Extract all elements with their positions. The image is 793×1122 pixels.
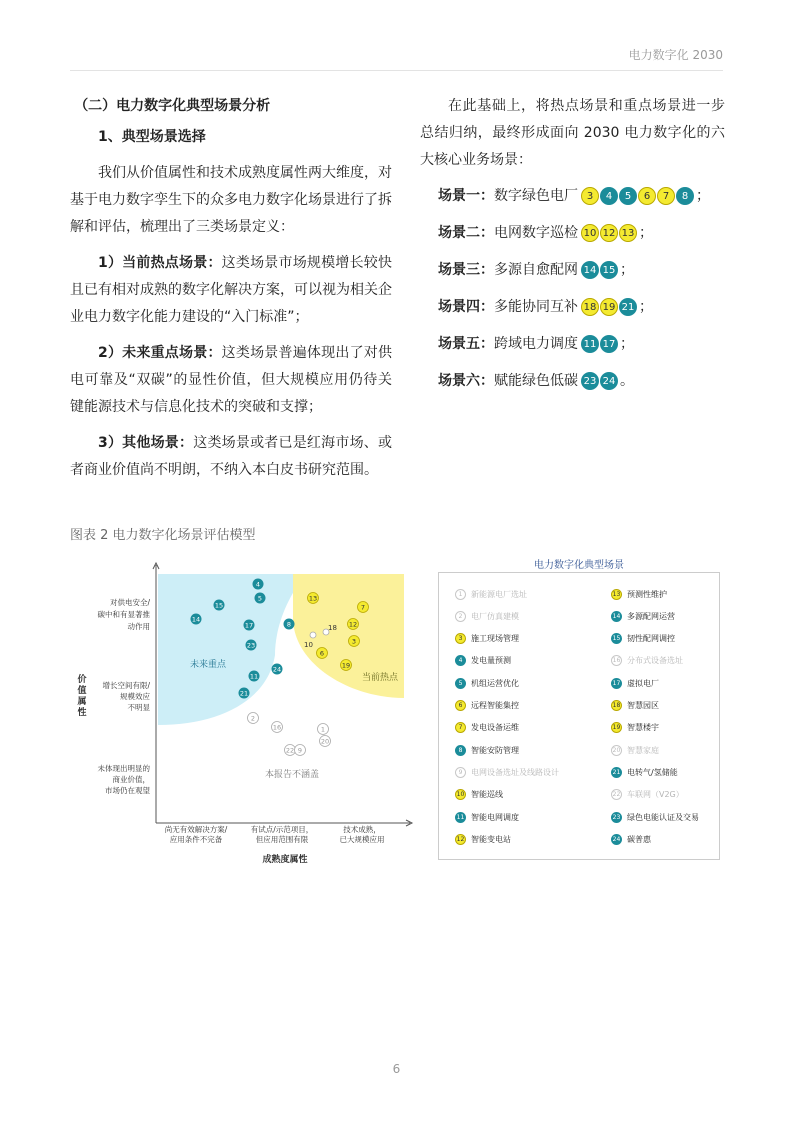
definition-other-label: 3）其他场景： [98, 435, 194, 451]
legend-item [455, 833, 511, 845]
zone-excluded-label: 本报告不涵盖 [264, 770, 320, 780]
y-tick-line: 商业价值， [112, 775, 150, 784]
scene-point-label: 15 [214, 601, 224, 610]
legend-dot: 3 [455, 633, 466, 644]
evaluation-chart [70, 560, 420, 880]
scene-point-label: 7 [360, 603, 366, 612]
legend-label: 绿色电能认证及交易 [627, 812, 699, 822]
definition-hot-text: 这类场景市场规模增长较快且已有相对成熟的数字化解决方案，可以视为相关企业电力数字化能力建设的“入门标准”； [70, 255, 392, 325]
scene-end: ； [639, 224, 653, 241]
legend-item [455, 610, 519, 622]
x-tick-line: 应用条件不完备 [169, 835, 223, 844]
left-column [70, 93, 392, 493]
scene-legend [438, 572, 720, 860]
scene-badge: 6 [638, 187, 656, 205]
scene-point-label: 6 [319, 649, 325, 658]
legend-dot: 6 [455, 700, 466, 711]
legend-dot: 14 [612, 612, 621, 620]
scene-badge: 23 [581, 372, 599, 390]
scene-point-label: 20 [320, 737, 330, 746]
zone-future-label: 未来重点 [189, 660, 227, 670]
scene-point [310, 632, 316, 638]
legend-dot: 22 [612, 791, 621, 799]
legend-dot: 8 [455, 745, 466, 756]
page-number: 6 [392, 1062, 401, 1076]
y-tick-line: 未体现出明显的 [97, 764, 150, 773]
scene-badge: 8 [676, 187, 694, 205]
legend-label: 智能变电站 [471, 834, 511, 844]
legend-dot: 9 [455, 767, 466, 778]
legend-item [455, 588, 527, 600]
legend-dot: 23 [612, 813, 621, 821]
scene-badge: 14 [581, 261, 599, 279]
scene-point-label: 22 [285, 746, 295, 755]
legend-item [455, 744, 519, 756]
scene-badge: 17 [600, 335, 618, 353]
y-tick-line: 市场仍在观望 [105, 786, 150, 795]
scene-item [438, 294, 725, 320]
summary-paragraph: 在此基础上，将热点场景和重点场景进一步总结归纳，最终形成面向 2030 电力数字化的六大核心业务场景： [420, 98, 725, 168]
y-tick-line: 增长空间有限/ [102, 681, 150, 690]
definition-future-text: 这类场景普遍体现出了对供电可靠及“双碳”的显性价值，但大规模应用仍待关键能源技术与信息化技术的突破和支撑； [70, 345, 392, 415]
scene-item [438, 368, 725, 394]
legend-label: 多源配网运营 [627, 611, 675, 621]
legend-dot: 21 [612, 768, 621, 776]
x-tick-line: 已大规模应用 [339, 835, 385, 844]
y-tick-label [98, 597, 151, 631]
legend-dot: 1 [455, 589, 466, 600]
scene-badge: 18 [581, 298, 599, 316]
scene-point-label: 13 [308, 594, 318, 603]
scene-badge: 11 [581, 335, 599, 353]
x-tick-label [340, 824, 385, 844]
legend-dot: 15 [612, 635, 621, 643]
legend-dot: 17 [612, 679, 621, 687]
scene-label: 场景二： [438, 224, 494, 241]
y-tick-line: 动作用 [127, 622, 150, 631]
scene-label: 场景五： [438, 335, 494, 352]
legend-item [455, 633, 519, 645]
scene-point-label: 3 [351, 637, 357, 646]
page-header [70, 44, 723, 71]
scene-badge: 15 [600, 261, 618, 279]
y-tick-line: 碳中和有显著推 [97, 610, 150, 619]
zone-future [158, 574, 306, 725]
legend-item [611, 677, 659, 689]
scene-point-label: 24 [272, 665, 282, 674]
scene-point-label: 10 [304, 641, 313, 649]
right-column [420, 93, 725, 405]
sub-title: 1、典型场景选择 [98, 129, 206, 145]
legend-item [455, 700, 519, 712]
scene-badge: 21 [619, 298, 637, 316]
legend-item [611, 789, 684, 801]
legend-item [611, 744, 659, 756]
legend-label: 电网设备选址及线路设计 [471, 767, 559, 777]
y-tick-label [102, 680, 150, 712]
legend-label: 预测性维护 [627, 589, 667, 599]
legend-dot: 13 [612, 590, 621, 598]
scene-end: ； [620, 261, 634, 278]
x-tick-line: 有试点/示范项目， [250, 825, 314, 834]
x-axis-title: 成熟度属性 [262, 855, 308, 865]
y-axis-title-char: 属 [77, 697, 87, 707]
legend-item [611, 655, 683, 667]
scene-badge: 5 [619, 187, 637, 205]
scene-label: 场景六： [438, 372, 494, 389]
scene-point-label: 5 [257, 594, 263, 603]
scene-point-label: 23 [246, 641, 256, 650]
y-axis-title-char: 价 [77, 675, 87, 685]
scene-name: 多源自愈配网 [494, 261, 578, 278]
scene-item [438, 183, 725, 209]
legend-dot: 10 [456, 791, 465, 799]
legend-dot: 2 [455, 611, 466, 622]
scene-label: 场景一： [438, 187, 494, 204]
scene-item [438, 331, 725, 357]
scene-point-label: 2 [250, 714, 256, 723]
legend-dot: 24 [612, 835, 621, 843]
scene-point-label: 8 [286, 620, 292, 629]
definition-future [70, 340, 392, 421]
legend-dot: 11 [456, 813, 465, 821]
x-tick-label [251, 824, 314, 844]
scene-name: 赋能绿色低碳 [494, 372, 578, 389]
y-axis-title-char: 值 [77, 686, 87, 696]
scene-point-label: 17 [244, 621, 254, 630]
definition-future-label: 2）未来重点场景： [98, 345, 222, 361]
scene-badge: 3 [581, 187, 599, 205]
zone-hot-label: 当前热点 [361, 673, 399, 683]
scene-point-label: 1 [320, 725, 326, 734]
legend-item [455, 722, 519, 734]
legend-dot: 12 [456, 835, 465, 843]
scene-end: 。 [620, 372, 634, 389]
legend-label: 碳普惠 [627, 834, 651, 844]
scene-badge: 4 [600, 187, 618, 205]
legend-label: 韧性配网调控 [627, 634, 675, 644]
scene-label: 场景四： [438, 298, 494, 315]
definition-other [70, 430, 392, 484]
legend-dot: 16 [612, 657, 621, 665]
scene-item [438, 257, 725, 283]
scene-point-label: 19 [341, 661, 351, 670]
legend-label: 智慧楼宇 [627, 723, 659, 733]
legend-item [455, 677, 519, 689]
legend-item [611, 722, 659, 734]
legend-label: 施工现场管理 [471, 634, 519, 644]
scene-point-label: 11 [249, 672, 259, 681]
y-tick-label [98, 763, 151, 795]
y-tick-line: 不明显 [127, 703, 150, 712]
scene-point-label: 21 [239, 689, 249, 698]
legend-label: 车联网（V2G） [627, 790, 684, 800]
legend-label: 智能安防管理 [471, 745, 519, 755]
scene-badge: 10 [581, 224, 599, 242]
legend-dot: 5 [455, 678, 466, 689]
legend-label: 智能巡线 [471, 790, 503, 800]
y-axis-title-char: 性 [77, 708, 87, 718]
definition-hot [70, 250, 392, 331]
scene-end: ； [639, 298, 653, 315]
legend-item [611, 766, 678, 778]
y-tick-line: 规模效应 [120, 692, 150, 701]
legend-item [611, 811, 699, 823]
scene-name: 电网数字巡检 [494, 224, 578, 241]
legend-label: 新能源电厂选址 [471, 589, 527, 599]
x-tick-line: 技术成熟， [343, 825, 381, 834]
legend-label: 虚拟电厂 [627, 678, 659, 688]
legend-dot: 18 [612, 702, 621, 709]
legend-label: 电厂仿真建模 [471, 611, 519, 621]
scene-list [420, 183, 725, 394]
scene-point-label: 14 [191, 615, 201, 624]
scene-badge: 19 [600, 298, 618, 316]
legend-item [611, 833, 651, 845]
legend-label: 智慧家庭 [627, 745, 659, 755]
legend-label: 智能电网调度 [471, 812, 519, 822]
section-title: （二）电力数字化典型场景分析 [74, 98, 271, 114]
scene-badge: 13 [619, 224, 637, 242]
legend-item [455, 766, 559, 778]
legend-item [455, 789, 503, 801]
scene-item [438, 220, 725, 246]
legend-label: 智慧园区 [627, 701, 659, 710]
legend-dot: 19 [612, 724, 621, 732]
scene-end: ； [620, 335, 634, 352]
legend-label: 分布式设备选址 [627, 656, 683, 666]
legend-item [455, 655, 511, 667]
legend-dot: 7 [455, 722, 466, 733]
definition-other-text: 这类场景或者已是红海市场、或者商业价值尚不明朗，不纳入本白皮书研究范围。 [70, 435, 392, 478]
legend-label: 发电设备运维 [471, 723, 519, 733]
x-tick-line: 尚无有效解决方案/ [164, 825, 228, 834]
legend-item [455, 811, 519, 823]
scene-badge: 24 [600, 372, 618, 390]
scene-point-label: 18 [328, 624, 337, 632]
scene-point-label: 12 [348, 620, 358, 629]
x-tick-line: 但应用范围有限 [255, 835, 309, 844]
scene-point-label: 16 [272, 723, 282, 732]
scene-badge: 12 [600, 224, 618, 242]
definition-hot-label: 1）当前热点场景： [98, 255, 222, 271]
scene-point-label: 9 [297, 746, 303, 755]
legend-label: 远程智能集控 [471, 701, 519, 710]
scene-name: 数字绿色电厂 [494, 187, 578, 204]
legend-dot: 20 [612, 746, 621, 754]
legend-item [611, 588, 667, 600]
legend-label: 发电量预测 [471, 656, 511, 666]
figure-caption: 图表 2 电力数字化场景评估模型 [70, 528, 256, 543]
legend-dot: 4 [455, 655, 466, 666]
intro-paragraph: 我们从价值属性和技术成熟度属性两大维度，对基于电力数字孪生下的众多电力数字化场景进行了拆解和评估，梳理出了三类场景定义： [70, 165, 392, 235]
x-tick-label [165, 824, 228, 844]
legend-item [611, 700, 659, 712]
scene-badge: 7 [657, 187, 675, 205]
legend-item [611, 633, 675, 645]
legend-item [611, 610, 675, 622]
scene-end: ； [696, 187, 710, 204]
legend-label: 机组运营优化 [471, 678, 519, 688]
scene-point-label: 4 [255, 580, 261, 589]
legend-label: 电转气/氢储能 [627, 767, 678, 777]
y-tick-line: 对供电安全/ [109, 598, 150, 607]
legend-title: 电力数字化典型场景 [534, 560, 624, 571]
scene-label: 场景三： [438, 261, 494, 278]
scene-name: 跨域电力调度 [494, 335, 578, 352]
scene-name: 多能协同互补 [494, 298, 578, 315]
header-title: 电力数字化 2030 [628, 48, 723, 62]
